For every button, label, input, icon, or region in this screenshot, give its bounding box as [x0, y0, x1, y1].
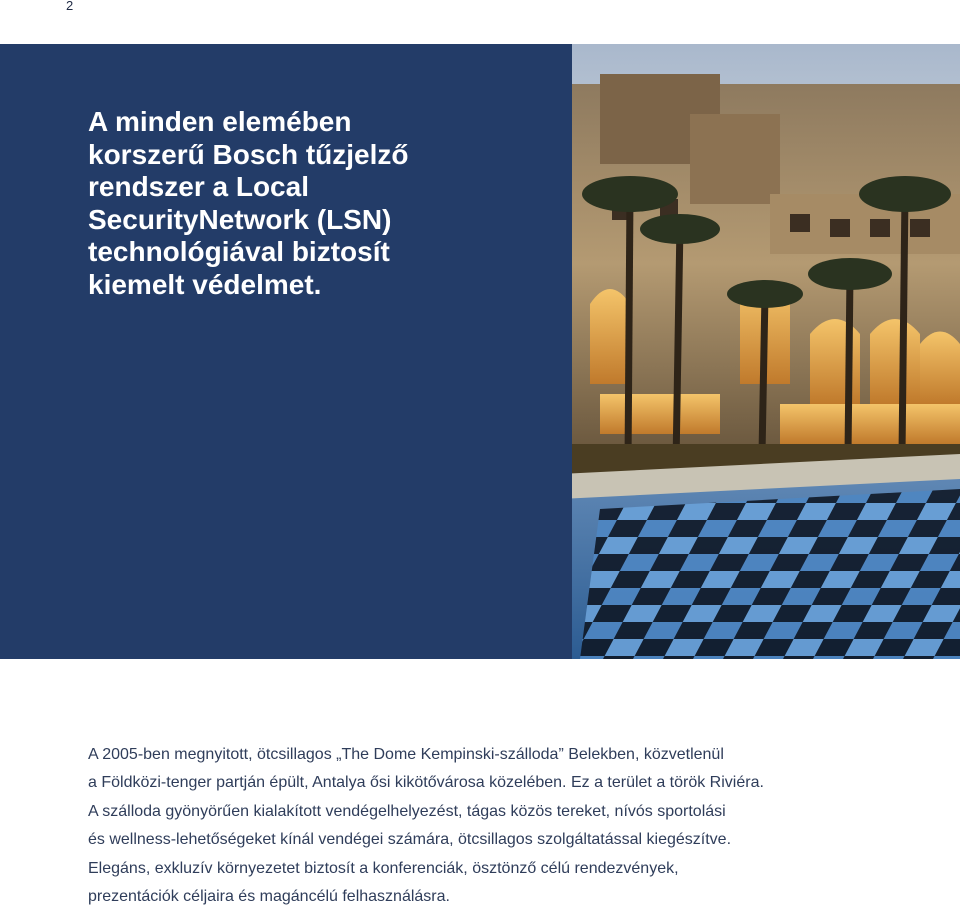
headline: A minden elemében korszerű Bosch tűzjelző rendszer a Local SecurityNetwork (LSN) technológiával biztosít kiemelt védelmet. [88, 106, 409, 300]
hero-section [0, 44, 960, 659]
body-line: A szálloda gyönyörűen kialakított vendégelhelyezést, tágas közös tereket, nívós sportolási [88, 802, 726, 820]
body-line: a Földközi-tenger partján épült, Antalya ősi kikötővárosa közelében. Ez a terület a török Riviéra. [88, 774, 764, 792]
body-line: Elegáns, exkluzív környezetet biztosít a konferenciák, ösztönző célú rendezvények, [88, 859, 679, 877]
headline-panel [0, 44, 572, 659]
body-line: prezentációk céljaira és magáncélú felhasználásra. [88, 888, 450, 906]
body-line: A 2005-ben megnyitott, ötcsillagos „The Dome Kempinski-szálloda” Belekben, közvetlenül [88, 746, 724, 763]
page-number: 2 [66, 0, 74, 13]
body-line: és wellness-lehetőségeket kínál vendégei számára, ötcsillagos szolgáltatással kiegészítve. [88, 831, 732, 849]
body-paragraph [88, 741, 938, 911]
